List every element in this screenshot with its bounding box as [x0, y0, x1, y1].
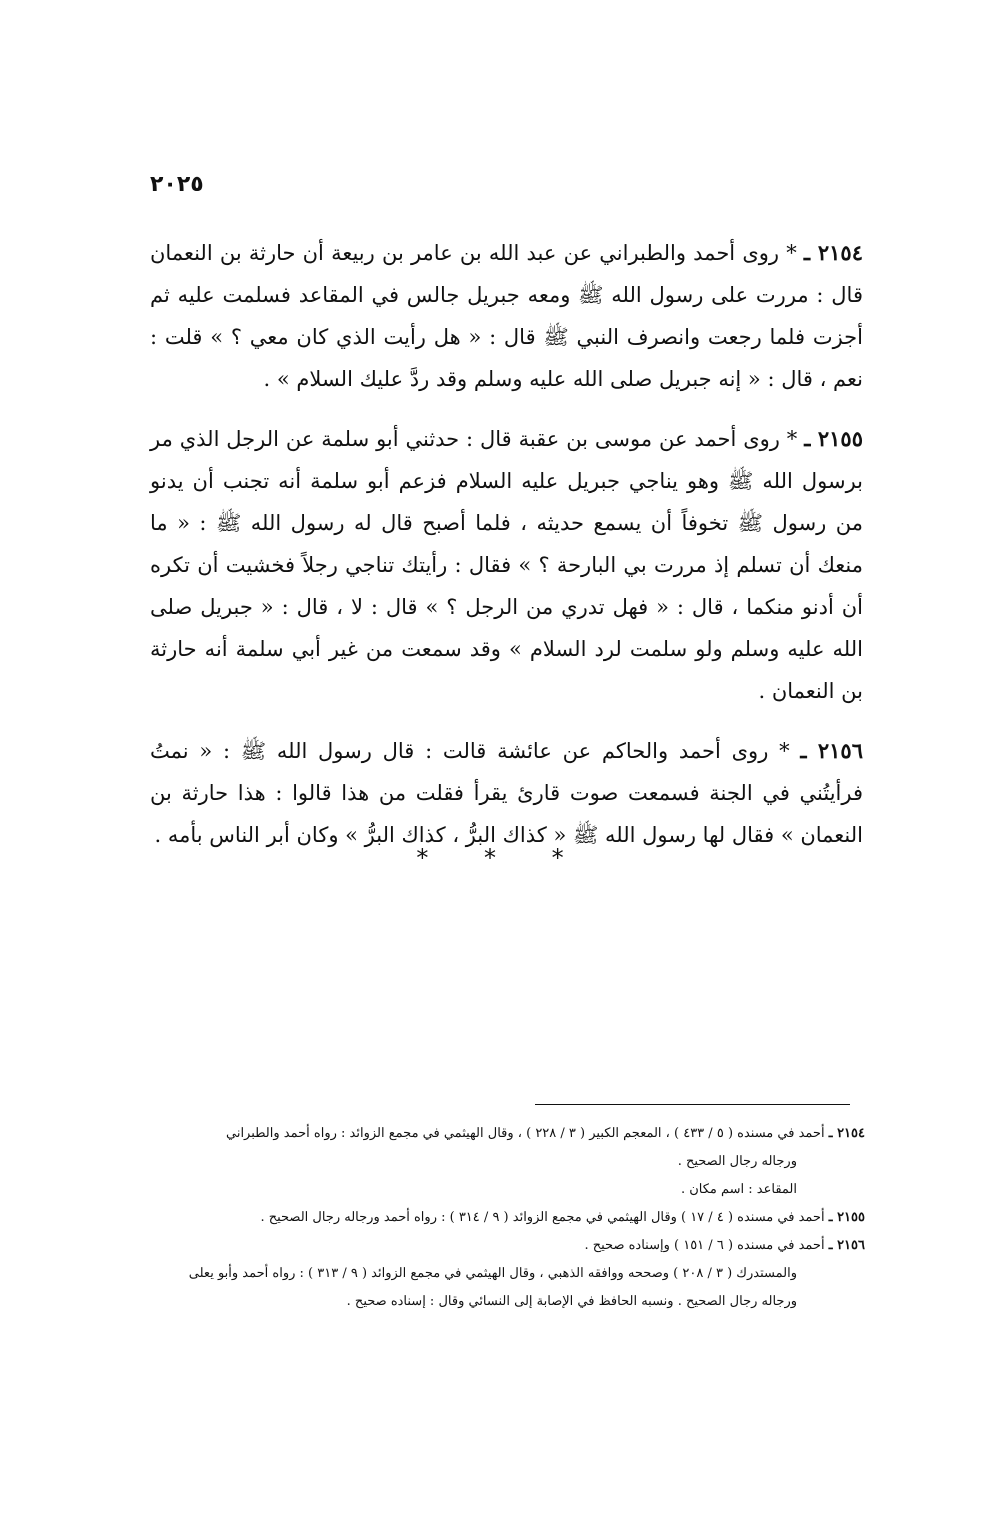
- hadith-text: * روى أحمد والحاكم عن عائشة قالت : قال رسول الله ﷺ : « نمتُ فرأيتُني في الجنة فسمعت صوت قارئ يقرأ فقلت من هذا قالوا : هذا حارثة بن النعمان » فقال لها رسول الله ﷺ « كذاك البرُّ ، كذاك البرُّ » وكان أبر الناس بأمه .: [150, 739, 863, 847]
- footnote-text: أحمد في مسنده ( ٦ / ١٥١ ) وإسناده صحيح .: [584, 1238, 825, 1253]
- footnote-text: أحمد في مسنده ( ٤ / ١٧ ) وقال الهيثمي في مجمع الزوائد ( ٩ / ٣١٤ ) : رواه أحمد ورجاله رجال الصحيح .: [260, 1210, 825, 1225]
- footnote-line: [140, 1260, 865, 1288]
- footnote-text: ورجاله رجال الصحيح .: [677, 1154, 797, 1169]
- footnote-line: [140, 1204, 865, 1232]
- hadith-paragraph: [150, 232, 863, 400]
- hadith-number: ٢١٥٦ ـ: [800, 738, 863, 763]
- main-text: [150, 232, 863, 874]
- page-number: ٢٠٢٥: [150, 172, 204, 197]
- footnote-line: [140, 1232, 865, 1260]
- footnote-number: ٢١٥٤ ـ: [828, 1126, 865, 1141]
- footnote-number: ٢١٥٥ ـ: [828, 1210, 865, 1225]
- hadith-paragraph: [150, 730, 863, 856]
- footnote-line: [140, 1176, 865, 1204]
- hadith-number: ٢١٥٤ ـ: [803, 240, 863, 265]
- section-separator: * * *: [416, 844, 588, 872]
- hadith-number: ٢١٥٥ ـ: [804, 426, 863, 451]
- footnote-line: [140, 1148, 865, 1176]
- footnote-divider: [535, 1104, 850, 1105]
- footnote-line: [140, 1120, 865, 1148]
- hadith-text: * روى أحمد والطبراني عن عبد الله بن عامر بن ربيعة أن حارثة بن النعمان قال : مررت على رسول الله ﷺ ومعه جبريل جالس في المقاعد فسلمت عليه ثم أجزت فلما رجعت وانصرف النبي ﷺ قال : « هل رأيت الذي كان معي ؟ » قلت : نعم ، قال : « إنه جبريل صلى الله عليه وسلم وقد ردَّ عليك السلام » .: [150, 241, 863, 391]
- footnote-text: ورجاله رجال الصحيح . ونسبه الحافظ في الإصابة إلى النسائي وقال : إسناده صحيح .: [346, 1294, 797, 1309]
- footnote-text: والمستدرك ( ٣ / ٢٠٨ ) وصححه ووافقه الذهبي ، وقال الهيثمي في مجمع الزوائد ( ٩ / ٣١٣ ) : رواه أحمد وأبو يعلى: [188, 1266, 797, 1281]
- footnote-line: [140, 1288, 865, 1316]
- footnotes: [140, 1120, 865, 1316]
- footnote-text: أحمد في مسنده ( ٥ / ٤٣٣ ) ، المعجم الكبير ( ٣ / ٢٢٨ ) ، وقال الهيثمي في مجمع الزوائد : رواه أحمد والطبراني: [225, 1126, 825, 1141]
- hadith-text: * روى أحمد عن موسى بن عقبة قال : حدثني أبو سلمة عن الرجل الذي مر برسول الله ﷺ وهو يناجي جبريل عليه السلام فزعم أبو سلمة أنه تجنب أن يدنو من رسول ﷺ تخوفاً أن يسمع حديثه ، فلما أصبح قال له رسول الله ﷺ : « ما منعك أن تسلم إذ مررت بي البارحة ؟ » فقال : رأيتك تناجي رجلاً فخشيت أن تكره أن أدنو منكما ، قال : « فهل تدري من الرجل ؟ » قال : لا ، قال : « جبريل صلى الله عليه وسلم ولو سلمت لرد السلام » وقد سمعت من غير أبي سلمة أنه حارثة بن النعمان .: [150, 427, 863, 703]
- hadith-paragraph: [150, 418, 863, 712]
- footnote-text: المقاعد : اسم مكان .: [680, 1182, 797, 1197]
- footnote-number: ٢١٥٦ ـ: [828, 1238, 865, 1253]
